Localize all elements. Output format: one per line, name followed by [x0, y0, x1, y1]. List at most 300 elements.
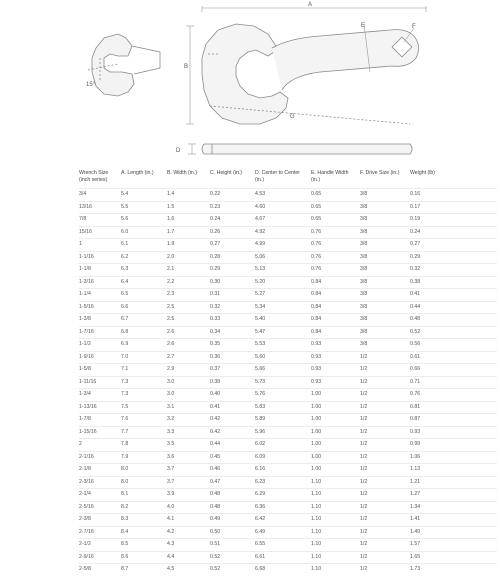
table-cell: 0.51 — [210, 539, 255, 552]
table-cell: 5.27 — [255, 289, 311, 302]
table-row — [79, 351, 497, 364]
table-cell: 5.34 — [255, 301, 311, 314]
table-cell: 4.4 — [167, 551, 210, 564]
table-cell: 4.60 — [255, 201, 311, 214]
column-header: F. Drive Size (in.) — [360, 170, 400, 176]
table-cell: 0.16 — [410, 189, 497, 202]
table-cell: 0.52 — [210, 564, 255, 576]
table-cell: 7.1 — [121, 364, 167, 377]
table-cell: 0.76 — [410, 389, 497, 402]
table-cell: 1-7/8 — [79, 414, 121, 427]
column-header: Weight (lb) — [410, 170, 435, 176]
table-cell: 0.93 — [311, 351, 360, 364]
table-row — [79, 551, 497, 564]
table-cell: 0.44 — [210, 439, 255, 452]
table-cell: 0.93 — [311, 376, 360, 389]
table-cell: 2-9/16 — [79, 551, 121, 564]
table-cell: 7.3 — [121, 389, 167, 402]
table-cell: 0.41 — [210, 401, 255, 414]
table-cell: 5.40 — [255, 314, 311, 327]
table-cell: 0.65 — [311, 189, 360, 202]
table-cell: 2.5 — [167, 301, 210, 314]
table-cell: 1/2 — [360, 551, 410, 564]
table-row — [79, 501, 497, 514]
table-cell: 2.6 — [167, 339, 210, 352]
table-cell: 6.6 — [121, 301, 167, 314]
spec-table — [79, 170, 497, 576]
table-header-row — [79, 170, 497, 189]
table-cell: 3/8 — [360, 226, 410, 239]
table-cell: 2-5/16 — [79, 501, 121, 514]
table-cell: 0.48 — [210, 501, 255, 514]
table-cell: 3/8 — [360, 289, 410, 302]
table-cell: 0.26 — [210, 226, 255, 239]
table-cell: 0.42 — [210, 414, 255, 427]
table-cell: 0.93 — [311, 364, 360, 377]
wrench-dimension-diagram — [0, 0, 500, 165]
table-row — [79, 389, 497, 402]
table-cell: 6.61 — [255, 551, 311, 564]
table-cell: 6.29 — [255, 489, 311, 502]
table-cell: 1/2 — [360, 489, 410, 502]
table-cell: 0.52 — [210, 551, 255, 564]
dimension-d-label: D — [176, 148, 181, 154]
table-cell: 1/2 — [360, 539, 410, 552]
table-cell: 7.9 — [121, 451, 167, 464]
table-cell: 6.8 — [121, 326, 167, 339]
table-row — [79, 426, 497, 439]
table-cell: 0.84 — [311, 276, 360, 289]
table-cell: 0.17 — [410, 201, 497, 214]
table-cell: 1.06 — [410, 451, 497, 464]
table-cell: 1-1/16 — [79, 251, 121, 264]
table-cell: 1/2 — [360, 364, 410, 377]
table-row — [79, 451, 497, 464]
table-row — [79, 401, 497, 414]
table-row — [79, 526, 497, 539]
table-cell: 1-5/16 — [79, 301, 121, 314]
table-cell: 1.27 — [410, 489, 497, 502]
table-cell: 5.4 — [121, 189, 167, 202]
table-cell: 6.4 — [121, 276, 167, 289]
table-cell: 0.24 — [410, 226, 497, 239]
table-cell: 0.41 — [410, 289, 497, 302]
table-cell: 1/2 — [360, 376, 410, 389]
table-row — [79, 489, 497, 502]
table-cell: 3/8 — [360, 301, 410, 314]
dimension-b-label: B — [184, 64, 189, 70]
table-cell: 2-7/16 — [79, 526, 121, 539]
table-cell: 2-5/8 — [79, 564, 121, 576]
table-cell: 1.65 — [410, 551, 497, 564]
table-cell: 5.89 — [255, 414, 311, 427]
table-cell: 1-3/4 — [79, 389, 121, 402]
dimension-b-line — [186, 26, 194, 124]
column-header: Wrench Size (inch series) — [79, 170, 109, 183]
table-cell: 1/2 — [360, 426, 410, 439]
table-cell: 7.8 — [121, 439, 167, 452]
table-cell: 0.29 — [210, 264, 255, 277]
column-header: D. Center to Center (in.) — [255, 170, 300, 183]
table-cell: 7.6 — [121, 414, 167, 427]
wrench-top-view — [202, 24, 419, 124]
table-cell: 5.5 — [121, 201, 167, 214]
wrench-side-view — [202, 144, 412, 154]
table-cell: 5.6 — [121, 214, 167, 227]
table-cell: 2.6 — [167, 326, 210, 339]
table-cell: 2.5 — [167, 314, 210, 327]
table-cell: 5.76 — [255, 389, 311, 402]
column-header: C. Height (in.) — [210, 170, 242, 176]
table-cell: 1.10 — [311, 539, 360, 552]
table-cell: 1/2 — [360, 564, 410, 576]
table-body — [79, 189, 497, 576]
table-cell: 3/8 — [360, 264, 410, 277]
table-cell: 1/2 — [360, 351, 410, 364]
table-cell: 4.67 — [255, 214, 311, 227]
table-cell: 0.52 — [410, 326, 497, 339]
table-cell: 2 — [79, 439, 121, 452]
table-cell: 1.49 — [410, 526, 497, 539]
table-cell: 0.49 — [210, 514, 255, 527]
table-cell: 0.34 — [210, 326, 255, 339]
table-cell: 1.00 — [311, 426, 360, 439]
table-cell: 3/8 — [360, 314, 410, 327]
table-cell: 0.47 — [210, 476, 255, 489]
table-row — [79, 276, 497, 289]
table-cell: 4.0 — [167, 501, 210, 514]
table-row — [79, 289, 497, 302]
table-cell: 5.66 — [255, 364, 311, 377]
table-cell: 0.40 — [210, 389, 255, 402]
table-cell: 6.0 — [121, 226, 167, 239]
table-cell: 8.2 — [121, 501, 167, 514]
table-cell: 6.23 — [255, 476, 311, 489]
table-cell: 0.65 — [311, 201, 360, 214]
table-cell: 0.56 — [410, 339, 497, 352]
table-cell: 0.93 — [410, 426, 497, 439]
table-row — [79, 251, 497, 264]
table-cell: 1/2 — [360, 451, 410, 464]
table-cell: 1.00 — [311, 401, 360, 414]
table-cell: 1.13 — [410, 464, 497, 477]
table-row — [79, 264, 497, 277]
angle-label: 15° — [86, 82, 96, 88]
table-cell: 3/8 — [360, 251, 410, 264]
table-cell: 0.33 — [210, 314, 255, 327]
table-cell: 8.0 — [121, 464, 167, 477]
table-row — [79, 189, 497, 202]
table-row — [79, 476, 497, 489]
column-header: B. Width (in.) — [167, 170, 197, 176]
table-cell: 1-1/8 — [79, 264, 121, 277]
table-cell: 0.84 — [311, 314, 360, 327]
table-cell: 8.3 — [121, 514, 167, 527]
table-cell: 1.21 — [410, 476, 497, 489]
table-cell: 3/8 — [360, 189, 410, 202]
table-cell: 2-1/8 — [79, 464, 121, 477]
table-cell: 0.19 — [410, 214, 497, 227]
table-cell: 1/2 — [360, 514, 410, 527]
column-header: A. Length (in.) — [121, 170, 154, 176]
table-cell: 6.49 — [255, 526, 311, 539]
table-cell: 0.76 — [311, 264, 360, 277]
table-cell: 4.5 — [167, 564, 210, 576]
table-cell: 4.1 — [167, 514, 210, 527]
table-cell: 1/2 — [360, 476, 410, 489]
table-cell: 1.73 — [410, 564, 497, 576]
table-cell: 5.47 — [255, 326, 311, 339]
jaw-detail-drawing — [88, 34, 160, 96]
table-cell: 6.5 — [121, 289, 167, 302]
table-cell: 1.00 — [311, 439, 360, 452]
table-cell: 0.23 — [210, 201, 255, 214]
table-cell: 0.71 — [410, 376, 497, 389]
table-row — [79, 314, 497, 327]
table-cell: 8.1 — [121, 489, 167, 502]
table-cell: 1-13/16 — [79, 401, 121, 414]
table-cell: 1.00 — [311, 414, 360, 427]
table-row — [79, 239, 497, 252]
table-cell: 1-15/16 — [79, 426, 121, 439]
table-cell: 0.84 — [311, 289, 360, 302]
table-cell: 5.96 — [255, 426, 311, 439]
table-cell: 3.3 — [167, 426, 210, 439]
table-row — [79, 301, 497, 314]
table-cell: 4.92 — [255, 226, 311, 239]
table-cell: 7.3 — [121, 376, 167, 389]
table-cell: 0.30 — [210, 276, 255, 289]
table-cell: 2.0 — [167, 251, 210, 264]
table-cell: 5.83 — [255, 401, 311, 414]
spec-table-container — [79, 170, 497, 576]
table-cell: 8.5 — [121, 539, 167, 552]
table-cell: 3/4 — [79, 189, 121, 202]
table-cell: 1.10 — [311, 501, 360, 514]
table-cell: 0.46 — [210, 464, 255, 477]
table-row — [79, 364, 497, 377]
table-cell: 3.7 — [167, 464, 210, 477]
table-cell: 0.37 — [210, 364, 255, 377]
table-cell: 6.55 — [255, 539, 311, 552]
table-cell: 3.0 — [167, 376, 210, 389]
table-cell: 0.99 — [410, 439, 497, 452]
table-row — [79, 214, 497, 227]
table-cell: 0.45 — [210, 451, 255, 464]
table-cell: 1/2 — [360, 501, 410, 514]
table-cell: 0.76 — [311, 239, 360, 252]
table-cell: 2-1/16 — [79, 451, 121, 464]
table-cell: 1.57 — [410, 539, 497, 552]
table-cell: 5.20 — [255, 276, 311, 289]
table-cell: 1/2 — [360, 414, 410, 427]
table-cell: 0.84 — [311, 301, 360, 314]
dimension-d-line — [188, 144, 196, 154]
table-cell: 1.10 — [311, 476, 360, 489]
table-cell: 0.84 — [311, 326, 360, 339]
table-cell: 1.5 — [167, 201, 210, 214]
table-cell: 13/16 — [79, 201, 121, 214]
table-cell: 0.27 — [210, 239, 255, 252]
table-cell: 8.7 — [121, 564, 167, 576]
dimension-a-line — [202, 6, 426, 12]
table-cell: 8.4 — [121, 526, 167, 539]
table-cell: 5.60 — [255, 351, 311, 364]
table-cell: 6.42 — [255, 514, 311, 527]
table-cell: 1.34 — [410, 501, 497, 514]
table-cell: 3.2 — [167, 414, 210, 427]
table-cell: 2-3/8 — [79, 514, 121, 527]
dimension-g-label: G — [290, 114, 295, 120]
table-cell: 6.3 — [121, 264, 167, 277]
table-cell: 3/8 — [360, 326, 410, 339]
table-cell: 7.0 — [121, 351, 167, 364]
table-cell: 1-5/8 — [79, 364, 121, 377]
table-cell: 5.06 — [255, 251, 311, 264]
table-cell: 5.13 — [255, 264, 311, 277]
table-cell: 2.1 — [167, 264, 210, 277]
table-cell: 0.24 — [210, 214, 255, 227]
table-cell: 0.36 — [210, 351, 255, 364]
table-cell: 1-3/16 — [79, 276, 121, 289]
table-cell: 0.48 — [410, 314, 497, 327]
table-cell: 1/2 — [360, 526, 410, 539]
table-cell: 5.73 — [255, 376, 311, 389]
table-cell: 4.99 — [255, 239, 311, 252]
table-cell: 6.2 — [121, 251, 167, 264]
dimension-a-label: A — [308, 2, 313, 8]
table-cell: 1.6 — [167, 214, 210, 227]
table-cell: 0.31 — [210, 289, 255, 302]
table-cell: 0.32 — [410, 264, 497, 277]
table-cell: 2-1/4 — [79, 489, 121, 502]
dimension-e-label: E — [361, 23, 366, 29]
table-cell: 1.4 — [167, 189, 210, 202]
table-cell: 2.7 — [167, 351, 210, 364]
table-cell: 2.2 — [167, 276, 210, 289]
table-cell: 0.93 — [311, 339, 360, 352]
table-cell: 0.28 — [210, 251, 255, 264]
table-cell: 1.10 — [311, 526, 360, 539]
table-cell: 1/2 — [360, 464, 410, 477]
table-cell: 2.9 — [167, 364, 210, 377]
table-row — [79, 376, 497, 389]
table-cell: 0.61 — [410, 351, 497, 364]
table-cell: 1/2 — [360, 439, 410, 452]
table-cell: 1.10 — [311, 564, 360, 576]
table-row — [79, 564, 497, 576]
table-cell: 6.02 — [255, 439, 311, 452]
table-cell: 0.50 — [210, 526, 255, 539]
table-cell: 2-1/2 — [79, 539, 121, 552]
table-cell: 0.35 — [210, 339, 255, 352]
table-cell: 6.7 — [121, 314, 167, 327]
table-cell: 3.9 — [167, 489, 210, 502]
table-cell: 0.38 — [210, 376, 255, 389]
table-cell: 0.76 — [311, 226, 360, 239]
table-cell: 1-3/8 — [79, 314, 121, 327]
table-row — [79, 539, 497, 552]
table-cell: 0.65 — [311, 214, 360, 227]
table-cell: 1-1/4 — [79, 289, 121, 302]
table-cell: 7.7 — [121, 426, 167, 439]
table-cell: 1 — [79, 239, 121, 252]
table-cell: 8.0 — [121, 476, 167, 489]
table-cell: 0.29 — [410, 251, 497, 264]
table-cell: 8.6 — [121, 551, 167, 564]
table-cell: 3.7 — [167, 476, 210, 489]
table-row — [79, 514, 497, 527]
table-cell: 1/2 — [360, 389, 410, 402]
dimension-f-label: F — [412, 24, 416, 30]
table-cell: 7/8 — [79, 214, 121, 227]
table-cell: 4.3 — [167, 539, 210, 552]
table-cell: 0.44 — [410, 301, 497, 314]
table-cell: 1.10 — [311, 489, 360, 502]
table-cell: 1.9 — [167, 239, 210, 252]
table-cell: 1/2 — [360, 401, 410, 414]
table-cell: 6.9 — [121, 339, 167, 352]
table-cell: 1.00 — [311, 464, 360, 477]
table-cell: 6.68 — [255, 564, 311, 576]
table-cell: 0.76 — [311, 251, 360, 264]
table-cell: 6.09 — [255, 451, 311, 464]
table-cell: 4.2 — [167, 526, 210, 539]
table-cell: 0.38 — [410, 276, 497, 289]
table-cell: 3.0 — [167, 389, 210, 402]
table-cell: 3/8 — [360, 339, 410, 352]
column-header: E. Handle Width (in.) — [311, 170, 349, 183]
table-cell: 1-11/16 — [79, 376, 121, 389]
table-cell: 0.87 — [410, 414, 497, 427]
table-cell: 1-9/16 — [79, 351, 121, 364]
table-cell: 0.42 — [210, 426, 255, 439]
table-cell: 6.36 — [255, 501, 311, 514]
table-cell: 4.53 — [255, 189, 311, 202]
table-cell: 3/8 — [360, 239, 410, 252]
table-row — [79, 326, 497, 339]
table-row — [79, 201, 497, 214]
table-row — [79, 414, 497, 427]
table-row — [79, 464, 497, 477]
table-cell: 15/16 — [79, 226, 121, 239]
table-cell: 7.5 — [121, 401, 167, 414]
table-cell: 3/8 — [360, 201, 410, 214]
table-cell: 1.7 — [167, 226, 210, 239]
table-cell: 0.81 — [410, 401, 497, 414]
table-cell: 1-1/2 — [79, 339, 121, 352]
table-cell: 6.16 — [255, 464, 311, 477]
table-cell: 1-7/16 — [79, 326, 121, 339]
table-cell: 6.1 — [121, 239, 167, 252]
table-cell: 1.41 — [410, 514, 497, 527]
table-cell: 2.3 — [167, 289, 210, 302]
table-row — [79, 226, 497, 239]
table-cell: 2-3/16 — [79, 476, 121, 489]
table-cell: 3/8 — [360, 214, 410, 227]
table-cell: 3.1 — [167, 401, 210, 414]
table-cell: 3.5 — [167, 439, 210, 452]
table-cell: 5.53 — [255, 339, 311, 352]
table-cell: 3.6 — [167, 451, 210, 464]
table-row — [79, 339, 497, 352]
table-cell: 0.22 — [210, 189, 255, 202]
table-cell: 1.00 — [311, 451, 360, 464]
table-cell: 0.48 — [210, 489, 255, 502]
table-cell: 0.66 — [410, 364, 497, 377]
table-cell: 0.27 — [410, 239, 497, 252]
table-cell: 1.10 — [311, 551, 360, 564]
